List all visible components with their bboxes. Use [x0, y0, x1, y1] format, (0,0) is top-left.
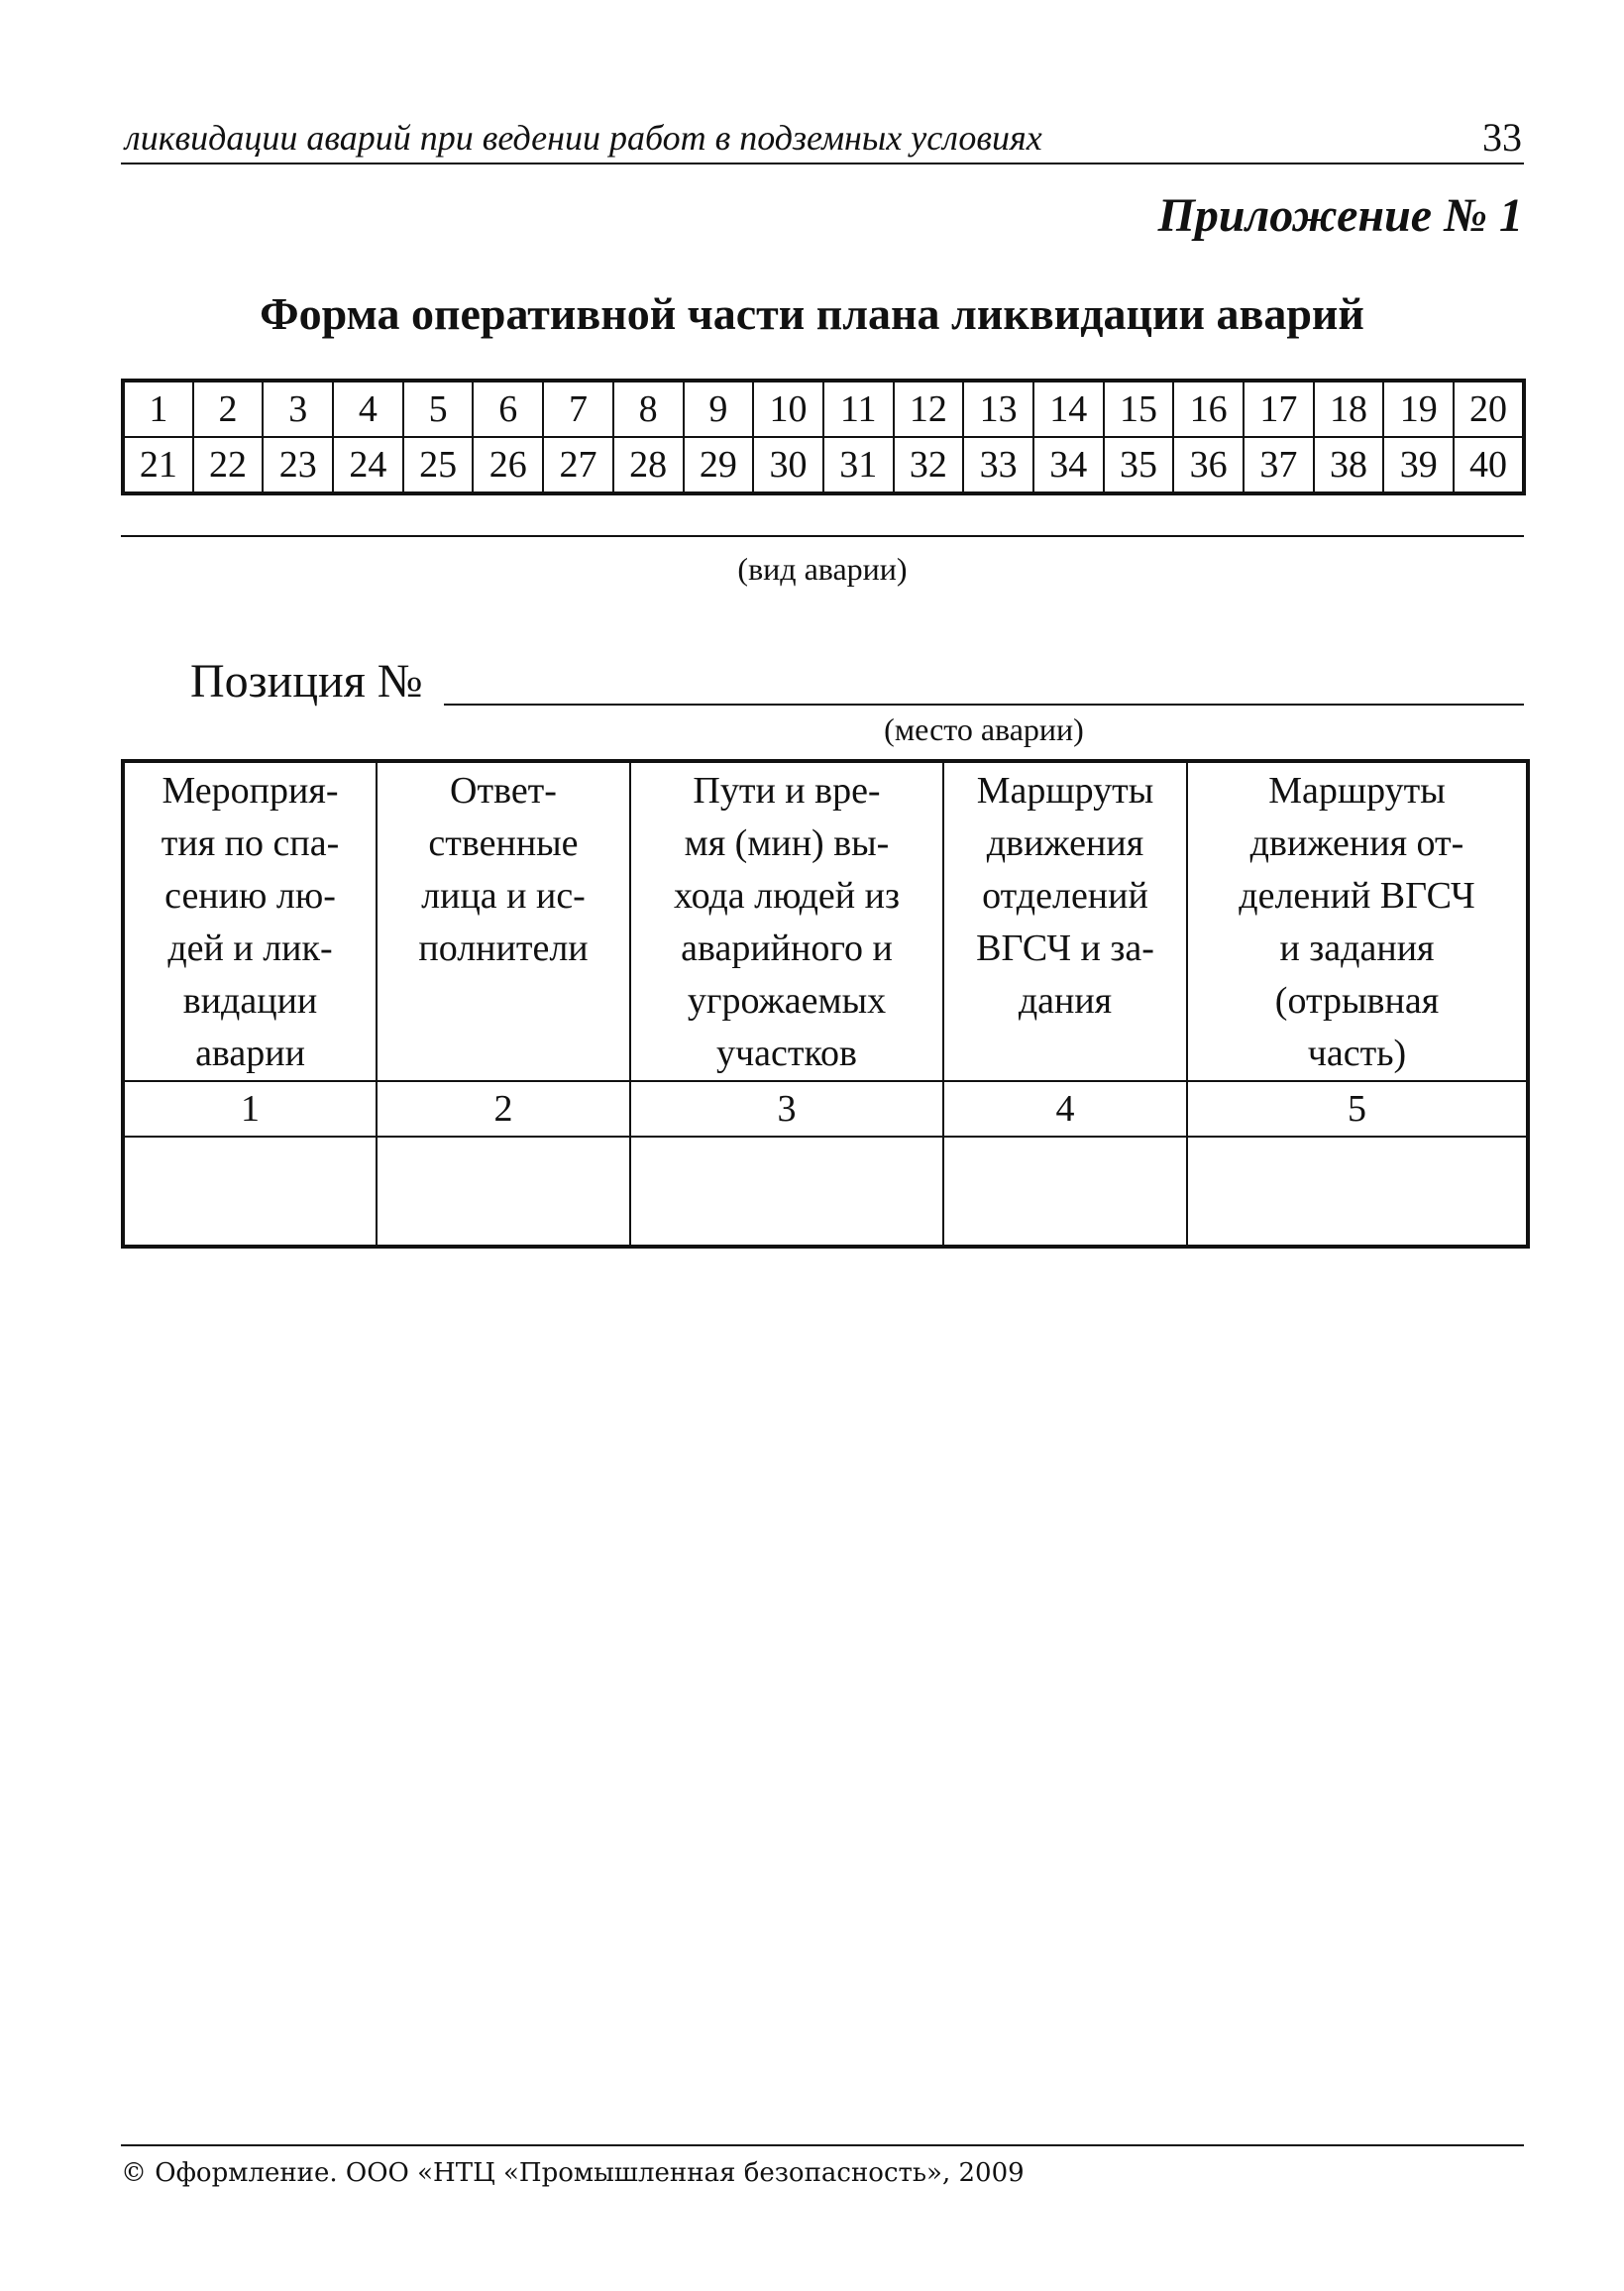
number-grid-cell: 37	[1244, 437, 1314, 493]
column-header-line: Мероприя-	[162, 770, 339, 812]
running-title: ликвидации аварий при ведении работ в подземных условиях	[125, 118, 1042, 158]
column-header-line: ственные	[428, 822, 579, 864]
number-grid-cell: 36	[1173, 437, 1244, 493]
column-header-line: дания	[1018, 980, 1113, 1022]
footer-rule	[121, 2144, 1524, 2146]
column-header-line: угрожаемых	[687, 980, 887, 1022]
column-header-line: аварии	[195, 1033, 305, 1074]
column-header-line: ВГСЧ и за-	[976, 927, 1154, 969]
column-header-line: аварийного и	[681, 927, 893, 969]
accident-place-line	[444, 704, 1524, 706]
number-grid-cell: 8	[613, 381, 684, 437]
column-header-line: тия по спа-	[161, 822, 340, 864]
column-header-line: лица и ис-	[421, 875, 586, 917]
column-header-line: полнители	[418, 927, 589, 969]
number-grid-cell: 19	[1383, 381, 1454, 437]
number-grid-cell: 24	[333, 437, 403, 493]
number-grid-row	[123, 437, 1524, 493]
number-grid-cell: 17	[1244, 381, 1314, 437]
accident-type-line	[121, 535, 1524, 537]
column-header-line: (отрывная	[1274, 980, 1440, 1022]
entry-cell[interactable]	[123, 1137, 377, 1247]
number-grid-cell: 15	[1104, 381, 1174, 437]
number-grid-cell: 4	[333, 381, 403, 437]
column-number: 5	[1187, 1081, 1528, 1137]
column-header	[1187, 761, 1528, 1081]
number-grid-cell: 21	[123, 437, 193, 493]
number-grid	[121, 379, 1526, 495]
column-header	[630, 761, 943, 1081]
column-header	[123, 761, 377, 1081]
number-grid-cell: 1	[123, 381, 193, 437]
entry-cell[interactable]	[377, 1137, 630, 1247]
entry-cell[interactable]	[1187, 1137, 1528, 1247]
entry-cell[interactable]	[630, 1137, 943, 1247]
position-label: Позиция №	[190, 655, 423, 708]
column-header-line: Пути и вре-	[693, 770, 881, 812]
number-grid-cell: 10	[753, 381, 823, 437]
column-header-line: участков	[716, 1033, 857, 1074]
accident-place-caption: (место аварии)	[884, 711, 1084, 747]
number-grid-cell: 23	[263, 437, 333, 493]
column-number: 3	[630, 1081, 943, 1137]
number-grid-cell: 13	[963, 381, 1033, 437]
column-header-line: Маршруты	[976, 770, 1154, 812]
number-grid-cell: 16	[1173, 381, 1244, 437]
column-header-line: мя (мин) вы-	[684, 822, 890, 864]
accident-type-caption: (вид аварии)	[737, 551, 908, 587]
number-grid-cell: 26	[473, 437, 543, 493]
number-grid-cell: 30	[753, 437, 823, 493]
number-grid-row	[123, 381, 1524, 437]
number-grid-cell: 12	[894, 381, 964, 437]
number-grid-cell: 14	[1033, 381, 1104, 437]
column-header-line: часть)	[1307, 1033, 1407, 1074]
page-number: 33	[1482, 115, 1522, 160]
number-grid-cell: 22	[193, 437, 264, 493]
number-grid-cell: 29	[684, 437, 754, 493]
column-number: 1	[123, 1081, 377, 1137]
number-grid-cell: 2	[193, 381, 264, 437]
column-header-line: Маршруты	[1268, 770, 1446, 812]
number-grid-cell: 5	[403, 381, 474, 437]
form-title: Форма оперативной части плана ликвидации аварий	[260, 288, 1364, 339]
number-grid-cell: 33	[963, 437, 1033, 493]
number-grid-cell: 18	[1314, 381, 1384, 437]
column-header-line: отделений	[982, 875, 1148, 917]
column-number-row	[123, 1081, 1528, 1137]
column-header-line: движения от-	[1249, 822, 1464, 864]
footer-copyright: © Оформление. ООО «НТЦ «Промышленная безопасность», 2009	[121, 2158, 1025, 2188]
blank-entry-row	[123, 1137, 1528, 1247]
column-header-line: движения	[986, 822, 1144, 864]
number-grid-cell: 35	[1104, 437, 1174, 493]
number-grid-cell: 9	[684, 381, 754, 437]
column-number: 2	[377, 1081, 630, 1137]
entry-cell[interactable]	[943, 1137, 1187, 1247]
column-header-line: Ответ-	[450, 770, 557, 812]
number-grid-cell: 39	[1383, 437, 1454, 493]
number-grid-cell: 27	[543, 437, 613, 493]
column-header-line: делений ВГСЧ	[1239, 875, 1475, 917]
number-grid-cell: 28	[613, 437, 684, 493]
number-grid-cell: 38	[1314, 437, 1384, 493]
column-header	[943, 761, 1187, 1081]
column-header-line: хода людей из	[674, 875, 900, 917]
column-header-line: сению лю-	[164, 875, 336, 917]
number-grid-cell: 31	[823, 437, 894, 493]
table-header-row	[123, 761, 1528, 1081]
operational-plan-table	[121, 759, 1530, 1249]
column-header-line: видации	[182, 980, 318, 1022]
column-number: 4	[943, 1081, 1187, 1137]
appendix-label: Приложение № 1	[1157, 189, 1523, 242]
number-grid-cell: 20	[1454, 381, 1524, 437]
number-grid-cell: 34	[1033, 437, 1104, 493]
number-grid-cell: 25	[403, 437, 474, 493]
number-grid-cell: 11	[823, 381, 894, 437]
number-grid-cell: 6	[473, 381, 543, 437]
number-grid-cell: 7	[543, 381, 613, 437]
number-grid-cell: 32	[894, 437, 964, 493]
column-header	[377, 761, 630, 1081]
column-header-line: дей и лик-	[167, 927, 333, 969]
running-header	[121, 111, 1524, 164]
column-header-line: и задания	[1279, 927, 1435, 969]
number-grid-cell: 3	[263, 381, 333, 437]
number-grid-cell: 40	[1454, 437, 1524, 493]
